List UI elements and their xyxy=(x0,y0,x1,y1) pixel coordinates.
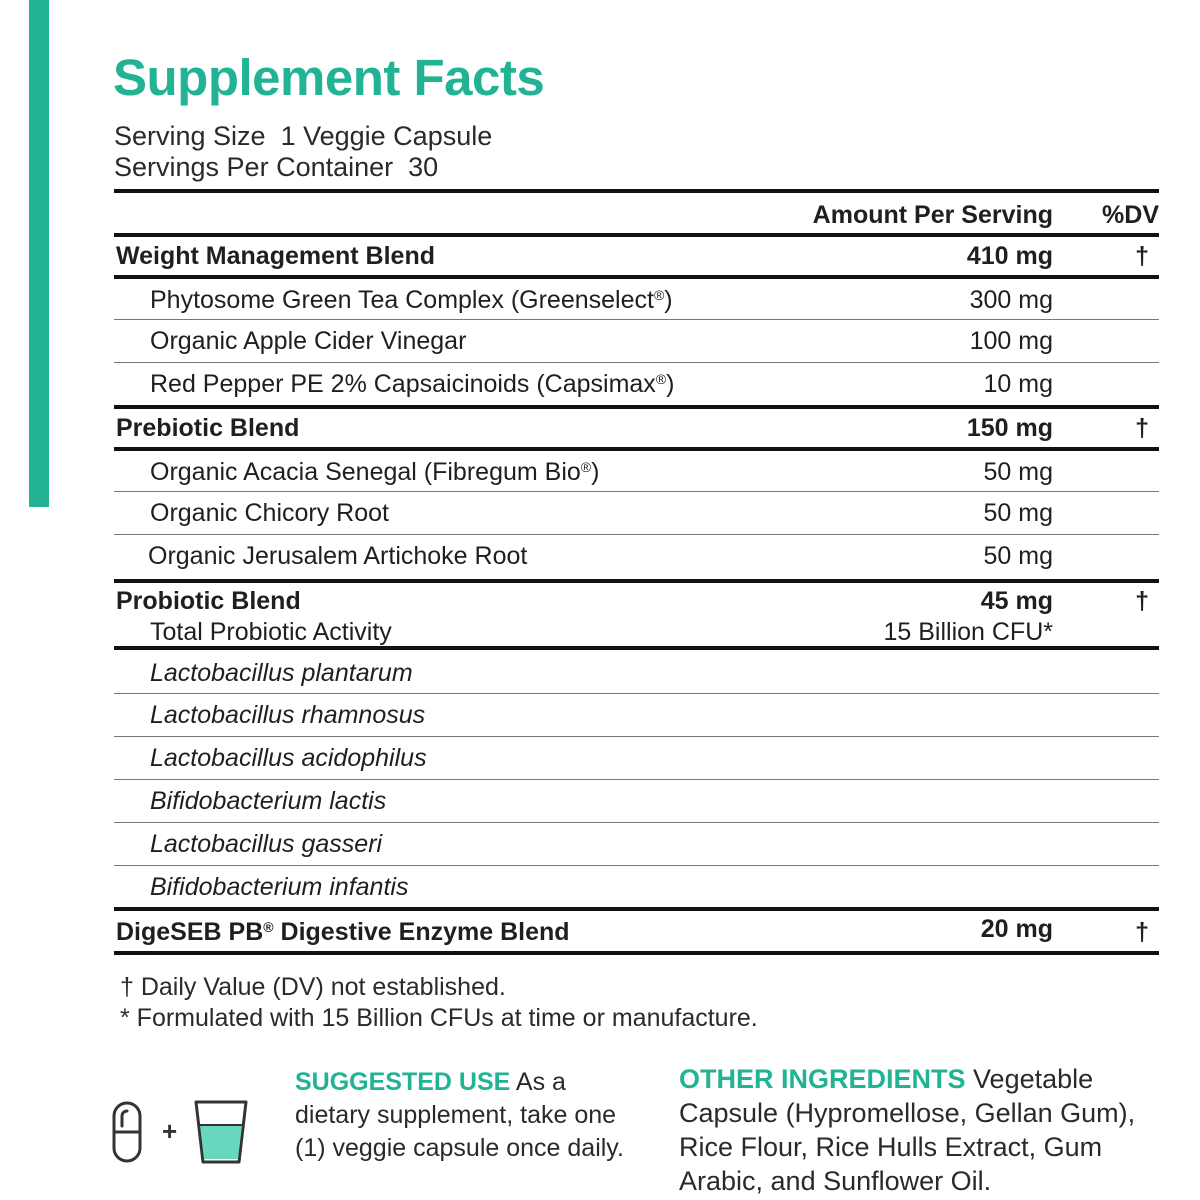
ingredient-name: Organic Chicory Root xyxy=(150,499,389,527)
blend-row-probiotic xyxy=(114,579,1159,646)
amount-header: Amount Per Serving xyxy=(812,201,1053,229)
ingredient-name: Red Pepper PE 2% Capsaicinoids (Capsimax®) xyxy=(150,370,675,398)
footnote-dv: † Daily Value (DV) not established. xyxy=(120,973,506,1001)
ingredient-row xyxy=(114,447,1159,491)
dv-dagger: † xyxy=(1135,242,1149,270)
ingredient-row xyxy=(114,491,1159,534)
ingredient-amount: 50 mg xyxy=(983,458,1053,486)
blend-row-weight xyxy=(114,233,1159,275)
total-probiotic-activity-label: Total Probiotic Activity xyxy=(150,618,392,646)
strain-name: Bifidobacterium lactis xyxy=(150,787,387,815)
supplement-facts-table xyxy=(114,189,1159,955)
ingredient-row xyxy=(114,319,1159,362)
ingredient-amount: 100 mg xyxy=(969,327,1053,355)
footnote-cfu: * Formulated with 15 Billion CFUs at time or manufacture. xyxy=(120,1004,758,1032)
serving-info xyxy=(114,121,492,183)
strain-name: Bifidobacterium infantis xyxy=(150,873,409,901)
ingredient-name: Organic Acacia Senegal (Fibregum Bio®) xyxy=(150,458,600,486)
servings-per-container: Servings Per Container 30 xyxy=(114,152,439,182)
ingredient-name: Organic Jerusalem Artichoke Root xyxy=(148,542,528,570)
page-title: Supplement Facts xyxy=(113,49,545,106)
strain-name: Lactobacillus gasseri xyxy=(150,830,383,858)
ingredient-row xyxy=(114,534,1159,579)
blend-name: Prebiotic Blend xyxy=(116,414,300,442)
blend-name: Weight Management Blend xyxy=(116,242,436,270)
other-ingredients-text: Vegetable Capsule (Hypromellose, Gellan Gum), Rice Flour, Rice Hulls Extract, Gum Arabic, and Sunflower Oil. xyxy=(679,1064,1136,1196)
ingredient-name: Phytosome Green Tea Complex (Greenselect®) xyxy=(150,286,673,314)
footnotes xyxy=(120,972,758,1034)
strain-row xyxy=(114,646,1159,693)
strain-row xyxy=(114,736,1159,779)
dv-dagger: † xyxy=(1135,414,1149,442)
capsule-icon xyxy=(114,1103,140,1161)
strain-row xyxy=(114,865,1159,907)
suggested-use-label: SUGGESTED USE xyxy=(295,1068,511,1096)
blend-name: DigeSEB PB® Digestive Enzyme Blend xyxy=(116,918,570,946)
ingredient-amount: 300 mg xyxy=(969,286,1053,314)
dv-dagger: † xyxy=(1135,587,1149,615)
total-probiotic-activity-value: 15 Billion CFU* xyxy=(883,618,1053,646)
other-ingredients xyxy=(679,1062,1179,1198)
strain-name: Lactobacillus rhamnosus xyxy=(150,701,426,729)
blend-amount: 150 mg xyxy=(966,414,1053,442)
usage-icons xyxy=(112,1100,252,1166)
blend-amount: 20 mg xyxy=(980,915,1053,943)
blend-amount: 410 mg xyxy=(966,242,1053,270)
ingredient-name: Organic Apple Cider Vinegar xyxy=(150,327,467,355)
blend-amount: 45 mg xyxy=(980,587,1053,615)
other-ingredients-label: OTHER INGREDIENTS xyxy=(679,1064,966,1094)
strain-name: Lactobacillus plantarum xyxy=(150,659,413,687)
water-glass-icon xyxy=(196,1102,246,1162)
blend-name: Probiotic Blend xyxy=(116,587,301,615)
ingredient-amount: 10 mg xyxy=(983,370,1053,398)
serving-size: Serving Size 1 Veggie Capsule xyxy=(114,121,493,151)
strain-row xyxy=(114,822,1159,865)
accent-bar xyxy=(29,0,49,507)
table-header xyxy=(114,189,1159,233)
suggested-use xyxy=(295,1066,625,1165)
strain-name: Lactobacillus acidophilus xyxy=(150,744,427,772)
dv-header: %DV xyxy=(1102,201,1159,229)
ingredient-row xyxy=(114,275,1159,319)
suggested-use-text: As a dietary supplement, take one (1) veggie capsule once daily. xyxy=(295,1068,624,1162)
blend-row-prebiotic xyxy=(114,405,1159,447)
strain-row xyxy=(114,693,1159,736)
ingredient-amount: 50 mg xyxy=(983,499,1053,527)
ingredient-amount: 50 mg xyxy=(983,542,1053,570)
strain-row xyxy=(114,779,1159,822)
dv-dagger: † xyxy=(1135,918,1149,946)
blend-row-enzyme xyxy=(114,907,1159,955)
plus-icon: + xyxy=(162,1116,178,1146)
ingredient-row xyxy=(114,362,1159,405)
